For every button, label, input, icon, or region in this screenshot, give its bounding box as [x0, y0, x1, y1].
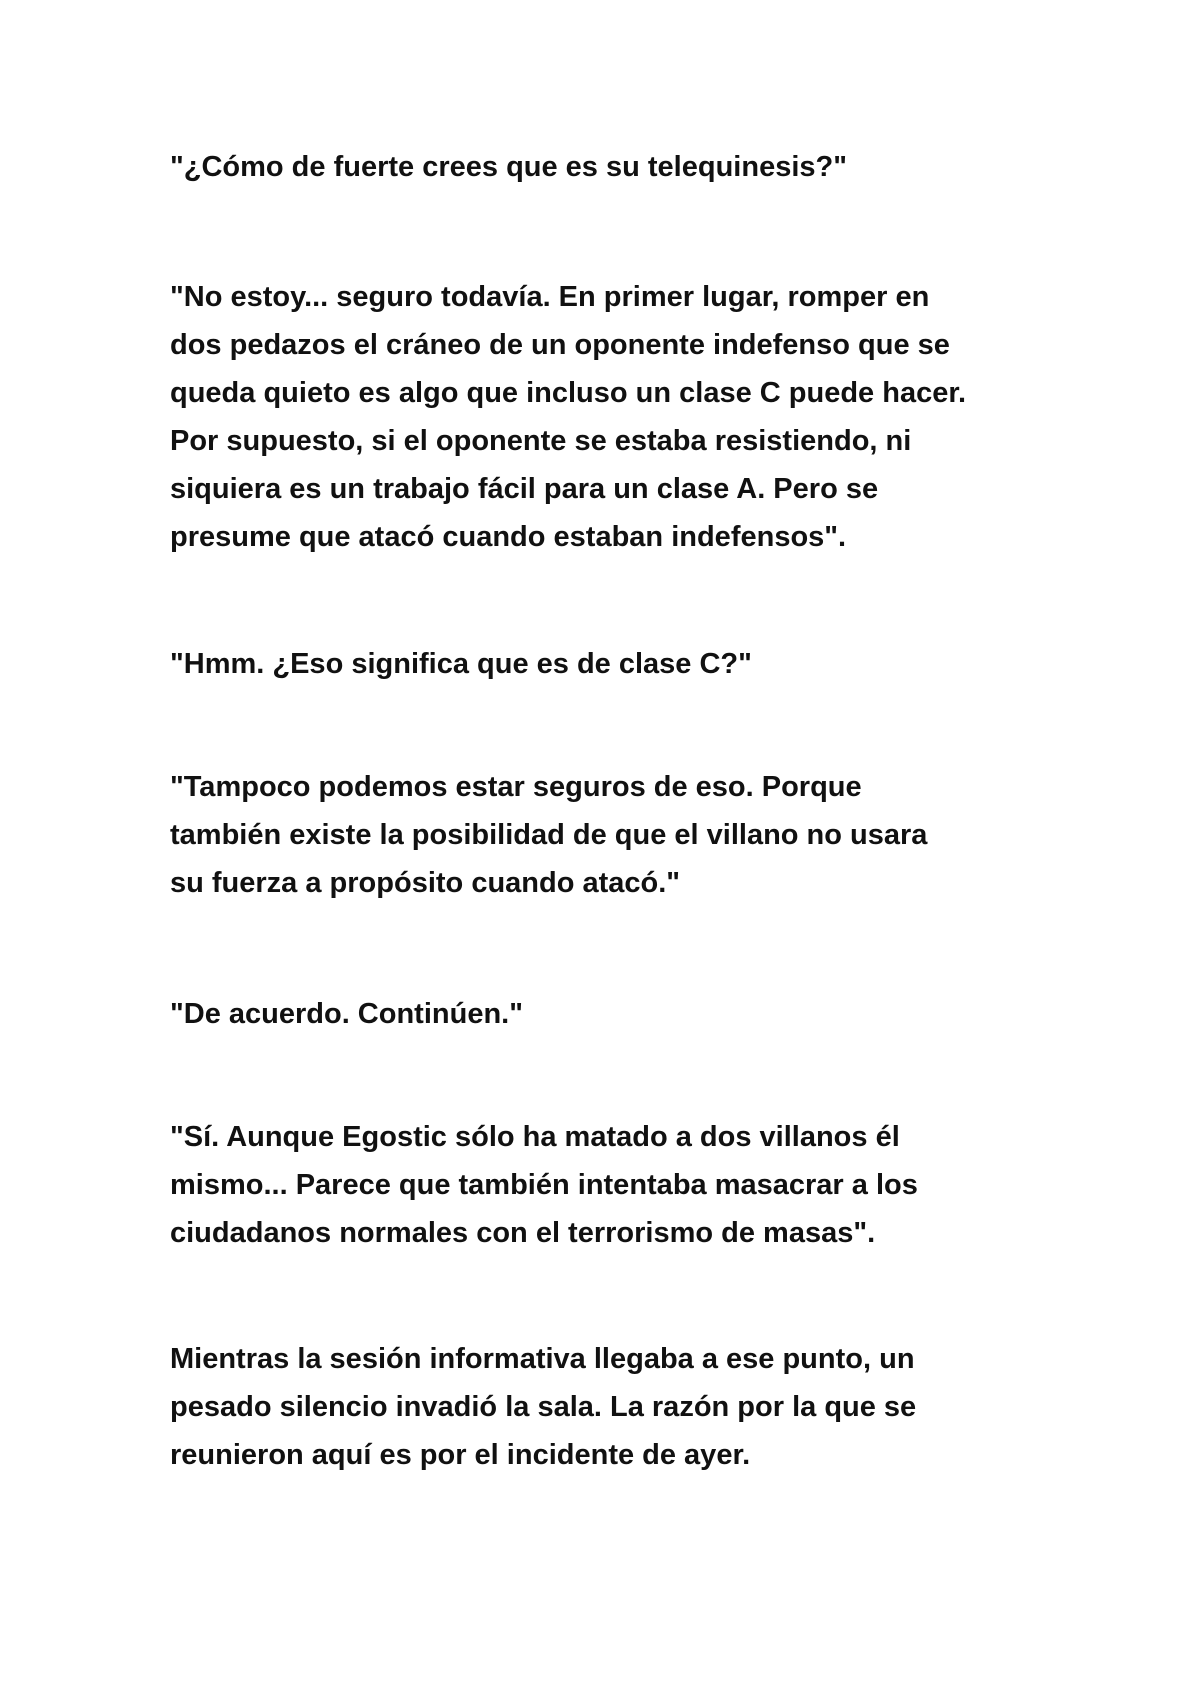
paragraph-5 [170, 990, 1050, 1038]
paragraph-line: dos pedazos el cráneo de un oponente indefenso que se [170, 329, 950, 361]
paragraph-line: también existe la posibilidad de que el villano no usara [170, 819, 928, 851]
paragraph-6 [170, 1113, 1050, 1257]
paragraph-line: "De acuerdo. Continúen." [170, 998, 523, 1030]
paragraph-2 [170, 273, 1050, 561]
paragraph-line: su fuerza a propósito cuando atacó." [170, 867, 681, 899]
paragraph-line: mismo... Parece que también intentaba masacrar a los [170, 1169, 918, 1201]
paragraph-line: "¿Cómo de fuerte crees que es su telequinesis?" [170, 151, 847, 183]
paragraph-line: siquiera es un trabajo fácil para un clase A. Pero se [170, 473, 879, 505]
paragraph-line: "Tampoco podemos estar seguros de eso. Porque [170, 771, 862, 803]
paragraph-line: Mientras la sesión informativa llegaba a ese punto, un [170, 1343, 915, 1375]
paragraph-line: Por supuesto, si el oponente se estaba resistiendo, ni [170, 425, 912, 457]
paragraph-4 [170, 763, 1050, 907]
paragraph-line: pesado silencio invadió la sala. La razón por la que se [170, 1391, 917, 1423]
paragraph-line: reunieron aquí es por el incidente de ayer. [170, 1439, 751, 1471]
paragraph-line: ciudadanos normales con el terrorismo de masas". [170, 1217, 876, 1249]
paragraph-3 [170, 640, 1050, 688]
paragraph-line: "No estoy... seguro todavía. En primer lugar, romper en [170, 281, 930, 313]
paragraph-line: "Sí. Aunque Egostic sólo ha matado a dos villanos él [170, 1121, 900, 1153]
paragraph-7 [170, 1335, 1050, 1479]
paragraph-line: "Hmm. ¿Eso significa que es de clase C?" [170, 648, 752, 680]
paragraph-1 [170, 143, 1050, 191]
paragraph-line: presume que atacó cuando estaban indefensos". [170, 521, 847, 553]
paragraph-line: queda quieto es algo que incluso un clase C puede hacer. [170, 377, 967, 409]
